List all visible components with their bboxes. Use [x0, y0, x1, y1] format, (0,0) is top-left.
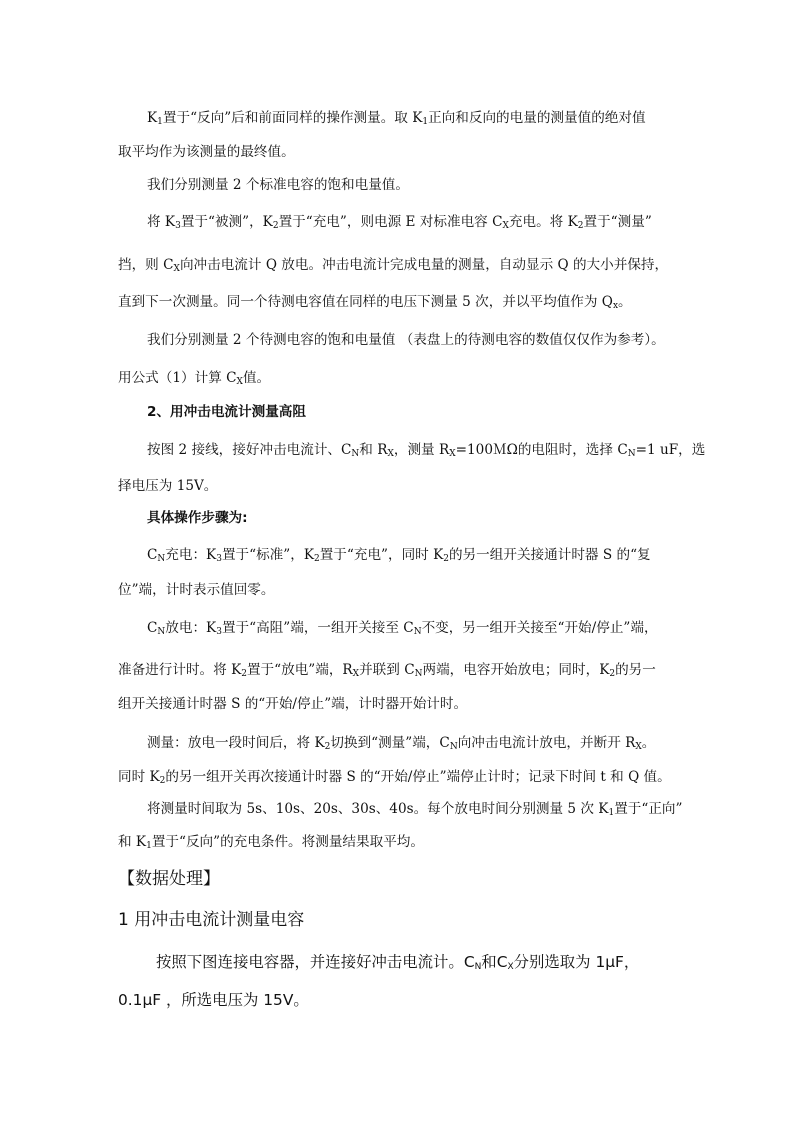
section-title-data-processing: 【数据处理】 [118, 869, 220, 889]
heading-operation-steps: 具体操作步骤为: [147, 510, 248, 526]
paragraph-reverse-direction-cont: 取平均作为该测量的最终值。 [118, 144, 295, 160]
paragraph-times-l2: 和 $K_1$置于“反向”的充电条件。将测量结果取平均。 [118, 834, 424, 851]
paragraph-cn-discharge-l3: 组开关接通计时器 S 的“开始/停止”端，计时器开始计时。 [118, 696, 468, 712]
paragraph-test-capacitors-l2: 用公式（1）计算 $C_X$值。 [118, 370, 271, 387]
paragraph-charging-procedure-l2: 挡，则 $C_X$向冲击电流计 Q 放电。冲击电流计完成电量的测量，自动显示 Q 的大小并保持， [118, 257, 669, 274]
paragraph-connect-capacitor-l2: 0.1μF ，所选电压为 15V。 [118, 991, 309, 1009]
paragraph-reverse-direction: $K_1$置于“反向”后和前面同样的操作测量。取 $K_1$正向和反向的电量的测量值的绝对值 [147, 110, 646, 127]
subsection-title-measure-capacitance: 1 用冲击电流计测量电容 [118, 910, 305, 930]
paragraph-charging-procedure-l3: 直到下一次测量。同一个待测电容值在同样的电压下测量 5 次，并以平均值作为 $Q_x$。 [118, 294, 632, 311]
paragraph-standard-capacitors: 我们分别测量 2 个标准电容的饱和电量值。 [147, 177, 409, 193]
paragraph-cn-discharge-l2: 准备进行计时。将 $K_2$置于“放电”端，$R_X$并联到 $C_N$两端，电容开始放电；同时，$K_2$的另一 [118, 662, 656, 679]
paragraph-connect-capacitor: 按照下图连接电容器，并连接好冲击电流计。$C_N$和$C_X$分别选取为 1μF， [156, 953, 640, 972]
paragraph-wiring: 按图 2 接线，接好冲击电流计、$C_N$和 $R_X$，测量 $R_X=100M\Omega$的电阻时，选择 $C_N=1$ uF，选 [147, 442, 706, 459]
paragraph-wiring-l2: 择电压为 15V。 [118, 478, 218, 494]
paragraph-cn-discharge: $C_N$放电：$K_3$置于“高阻”端，一组开关接至 $C_N$不变，另一组开关接至“开始/停止”端， [147, 620, 658, 637]
paragraph-cn-charge: $C_N$充电：$K_3$置于“标准”，$K_2$置于“充电”，同时 $K_2$的另一组开关接通计时器 S 的“复 [147, 547, 651, 564]
paragraph-cn-charge-l2: 位”端，计时表示值回零。 [118, 582, 275, 598]
paragraph-measure: 测量：放电一段时间后，将 $K_2$切换到“测量”端，$C_N$向冲击电流计放电，并断开 $R_X$。 [147, 735, 656, 752]
paragraph-times: 将测量时间取为 5s、10s、20s、30s、40s。每个放电时间分别测量 5 次 $K_1$置于“正向” [147, 801, 683, 818]
heading-high-resistance: 2、用冲击电流计测量高阻 [147, 404, 306, 420]
paragraph-test-capacitors: 我们分别测量 2 个待测电容的饱和电量值 （表盘上的待测电容的数值仅仅作为参考）。 [147, 332, 665, 348]
paragraph-charging-procedure: 将 $K_3$置于“被测”，$K_2$置于“充电”，则电源 E 对标准电容 $C_X$充电。将 $K_2$置于“测量” [147, 214, 652, 231]
paragraph-measure-l2: 同时 $K_2$的另一组开关再次接通计时器 S 的“开始/停止”端停止计时；记录下时间 t 和 Q 值。 [118, 769, 671, 786]
